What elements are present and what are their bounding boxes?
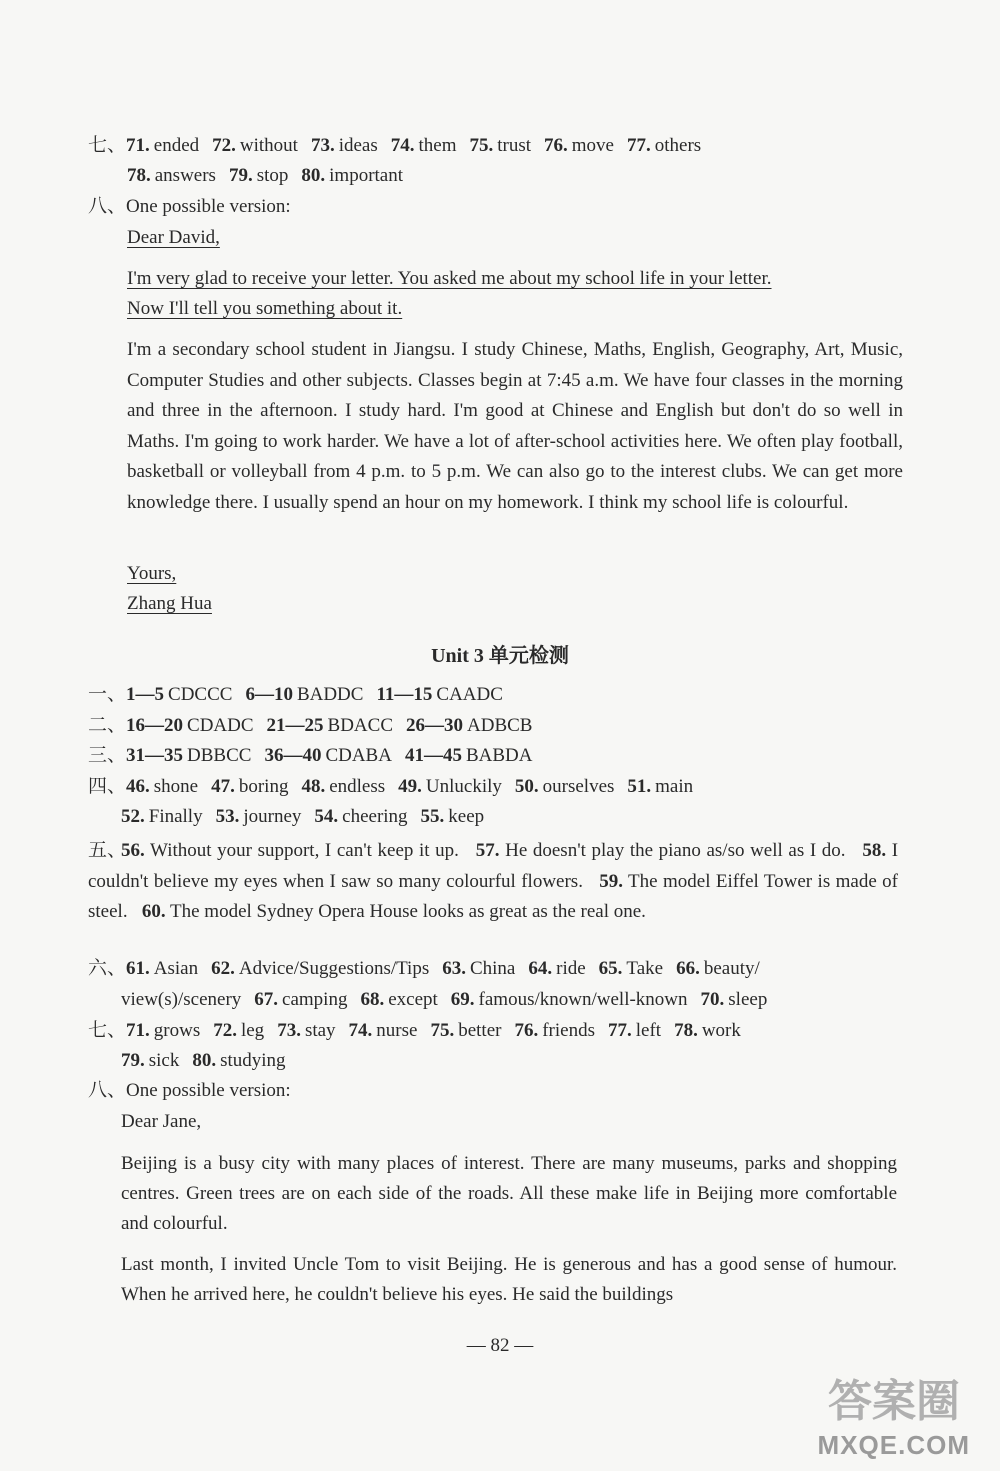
answer-word: beauty/ xyxy=(703,958,760,979)
q-number: 80. xyxy=(301,165,326,186)
answer-item xyxy=(301,776,385,797)
answer-item xyxy=(470,135,532,156)
q-number: 67. xyxy=(254,989,279,1010)
q-number: 72. xyxy=(213,1020,237,1041)
answer-word: answers xyxy=(154,165,216,186)
q2-answers xyxy=(88,714,545,738)
q-number: 50. xyxy=(514,776,539,797)
answer-item xyxy=(126,715,254,736)
answer-item xyxy=(405,745,533,766)
intro-text-1: I'm very glad to receive your letter. You asked me about my school life in your letter. xyxy=(127,268,772,289)
q3-answers xyxy=(88,744,545,768)
answer-word: ADBCB xyxy=(467,715,533,736)
answer-item xyxy=(229,165,288,186)
answer-item xyxy=(211,958,429,979)
letter-greeting xyxy=(127,226,220,250)
q-number: 58. xyxy=(862,840,887,861)
answer-word: ride xyxy=(556,958,586,979)
answer-item xyxy=(451,989,688,1010)
q-number: 60. xyxy=(141,901,166,922)
answer-word: ourselves xyxy=(542,776,615,797)
q-number: 31—35 xyxy=(126,745,184,766)
answer-word: DBBCC xyxy=(187,745,252,766)
q1-answers xyxy=(88,683,516,707)
answer-sentence: The model Eiffel Tower is made of steel. xyxy=(88,870,899,922)
q-number: 1—5 xyxy=(126,684,165,705)
q-number: 74. xyxy=(390,135,415,156)
q8-intro: One possible version: xyxy=(126,196,291,217)
answer-word: better xyxy=(458,1020,502,1041)
q-number: 73. xyxy=(277,1020,301,1041)
answer-word: CAADC xyxy=(436,684,503,705)
answer-word: view(s)/scenery xyxy=(121,989,242,1010)
answer-item xyxy=(360,989,437,1010)
answer-item xyxy=(627,135,701,156)
answer-item xyxy=(121,1050,179,1071)
q8b-heading xyxy=(88,1079,291,1103)
q4-answers-line1 xyxy=(88,775,706,799)
answer-item xyxy=(212,135,298,156)
letter-signature xyxy=(127,592,212,616)
section-label: 三、 xyxy=(88,745,127,766)
q-number: 61. xyxy=(126,958,150,979)
q-number: 79. xyxy=(228,165,253,186)
q-number: 62. xyxy=(211,958,235,979)
answer-word: journey xyxy=(243,806,302,827)
q-number: 54. xyxy=(314,806,339,827)
page-number: — 82 — xyxy=(466,1335,534,1356)
q-number: 55. xyxy=(420,806,445,827)
q-number: 41—45 xyxy=(404,745,462,766)
answer-word: stay xyxy=(304,1020,336,1041)
answer-word: famous/known/well-known xyxy=(478,989,688,1010)
answer-item xyxy=(254,989,347,1010)
q-number: 71. xyxy=(126,135,150,156)
q-number: 21—25 xyxy=(266,715,324,736)
answer-item xyxy=(277,1020,335,1041)
q8-heading xyxy=(88,195,291,219)
q-number: 70. xyxy=(700,989,725,1010)
letter-intro-line1 xyxy=(127,267,772,291)
answer-item xyxy=(599,958,663,979)
q-number: 72. xyxy=(212,135,236,156)
section-label: 七、 xyxy=(88,135,127,156)
answer-word: endless xyxy=(329,776,386,797)
answer-item xyxy=(216,806,302,827)
answer-word: CDABA xyxy=(325,745,392,766)
letter2-para1: Beijing is a busy city with many places of interest. There are many museums, parks and shopping centres. Green trees are on each side of the roads. All these make life in Beijing more comfortable and colourful. xyxy=(121,1153,897,1234)
answer-item xyxy=(126,776,198,797)
q-number: 66. xyxy=(676,958,700,979)
q-number: 76. xyxy=(544,135,568,156)
answer-word: move xyxy=(571,135,614,156)
answer-item xyxy=(376,684,502,705)
answer-word: cheering xyxy=(342,806,408,827)
answer-item xyxy=(311,135,378,156)
q-number: 65. xyxy=(598,958,623,979)
answer-word: CDADC xyxy=(187,715,254,736)
answer-item xyxy=(391,135,457,156)
answer-item xyxy=(127,165,216,186)
answer-item xyxy=(213,1020,264,1041)
q-number: 49. xyxy=(398,776,422,797)
answer-sentence: I couldn't believe my eyes when I saw so many colourful flowers. xyxy=(88,840,899,892)
closing-text: Yours, xyxy=(127,563,177,584)
answer-item xyxy=(676,958,760,979)
q7b-answers-line1 xyxy=(88,1019,754,1043)
answer-item xyxy=(528,958,585,979)
answer-item xyxy=(126,684,232,705)
answer-item xyxy=(674,1020,741,1041)
answer-item xyxy=(126,745,251,766)
answer-item xyxy=(627,776,693,797)
answer-word: main xyxy=(655,776,694,797)
section-label: 六、 xyxy=(88,958,127,979)
signature-text: Zhang Hua xyxy=(127,593,212,614)
answer-word: leg xyxy=(240,1020,265,1041)
q-number: 11—15 xyxy=(376,684,433,705)
q5-sentences xyxy=(88,836,898,928)
intro-text-2: Now I'll tell you something about it. xyxy=(127,298,403,319)
answer-word: keep xyxy=(448,806,485,827)
answer-word: nurse xyxy=(376,1020,418,1041)
letter2-greeting: Dear Jane, xyxy=(121,1111,202,1132)
q-number: 46. xyxy=(126,776,150,797)
q7-answers-line2 xyxy=(127,164,416,188)
q-number: 48. xyxy=(301,776,326,797)
section-label: 一、 xyxy=(88,684,127,705)
answer-item xyxy=(515,776,615,797)
section-label: 二、 xyxy=(88,715,127,736)
q-number: 56. xyxy=(121,840,145,861)
answer-item xyxy=(126,958,198,979)
q-number: 16—20 xyxy=(126,715,184,736)
q-number: 76. xyxy=(514,1020,539,1041)
q-number: 47. xyxy=(211,776,235,797)
answer-item xyxy=(264,745,392,766)
q-number: 78. xyxy=(674,1020,698,1041)
q7-answers-line1 xyxy=(88,134,714,158)
section-label: 五、 xyxy=(88,840,127,861)
q6-answers-line2 xyxy=(121,988,780,1012)
answer-word: without xyxy=(239,135,298,156)
answer-word: others xyxy=(654,135,702,156)
answer-word: trust xyxy=(497,135,532,156)
answer-word: important xyxy=(329,165,404,186)
answer-word: studying xyxy=(220,1050,286,1071)
q-number: 75. xyxy=(469,135,494,156)
letter-intro-line2 xyxy=(127,297,402,321)
answer-sentence: He doesn't play the piano as/so well as I do. xyxy=(505,840,846,861)
answer-item xyxy=(301,165,403,186)
answer-item xyxy=(514,1020,595,1041)
section-label: 四、 xyxy=(88,776,127,797)
watermark-url: MXQE.COM xyxy=(817,1430,970,1460)
answer-word: BABDA xyxy=(465,745,533,766)
q-number: 53. xyxy=(215,806,240,827)
answer-sentence: The model Sydney Opera House looks as great as the real one. xyxy=(170,901,646,922)
q-number: 77. xyxy=(607,1020,632,1041)
answer-word: BDACC xyxy=(327,715,393,736)
answer-word: them xyxy=(418,135,457,156)
answer-word: ended xyxy=(153,135,200,156)
answer-item xyxy=(430,1020,501,1041)
answer-item xyxy=(701,989,768,1010)
q-number: 80. xyxy=(192,1050,217,1071)
q7b-answers-line2 xyxy=(121,1049,299,1073)
q-number: 71. xyxy=(126,1020,150,1041)
letter-body: I'm a secondary school student in Jiangsu. I study Chinese, Maths, English, Geography, Art, Music, Computer Studies and other subjects. Classes begin at 7:45 a.m. We have four classes in the morning and three in the afternoon. I study hard. I'm good at Chinese and English but don't do so well in Maths. I'm going to work harder. We have a lot of after-school activities here. We often play football, basketball or volleyball from 4 p.m. to 5 p.m. We can also go to the interest clubs. We can get more knowledge there. I usually spend an hour on my homework. I think my school life is colourful. xyxy=(127,339,903,513)
q-number: 59. xyxy=(599,870,623,892)
q-number: 63. xyxy=(442,958,466,979)
q-number: 6—10 xyxy=(245,684,293,705)
q-number: 52. xyxy=(121,806,145,827)
q-number: 77. xyxy=(627,135,651,156)
q6-answers-line1 xyxy=(88,957,773,981)
answer-item xyxy=(267,715,393,736)
section-label: 七、 xyxy=(88,1020,127,1041)
answer-item xyxy=(245,684,363,705)
q-number: 36—40 xyxy=(264,745,322,766)
answer-word: left xyxy=(635,1020,662,1041)
answer-word: except xyxy=(388,989,438,1010)
answer-item xyxy=(398,776,502,797)
answer-item xyxy=(608,1020,661,1041)
q-number: 68. xyxy=(360,989,385,1010)
answer-word: CDCCC xyxy=(168,684,233,705)
answer-word: shone xyxy=(153,776,199,797)
answer-word: sleep xyxy=(728,989,768,1010)
letter2-para2: Last month, I invited Uncle Tom to visit Beijing. He is generous and has a good sense of humour. When he arrived here, he couldn't believe his eyes. He said the buildings xyxy=(121,1254,897,1305)
answer-item xyxy=(126,135,199,156)
q-number: 75. xyxy=(430,1020,455,1041)
answer-word: Finally xyxy=(148,806,203,827)
q4-answers-line2 xyxy=(121,805,497,829)
answer-item xyxy=(406,715,532,736)
answer-word: BADDC xyxy=(296,684,364,705)
q-number: 26—30 xyxy=(406,715,463,736)
answer-word: Asian xyxy=(153,958,199,979)
q-number: 73. xyxy=(310,135,335,156)
greeting-text: Dear David, xyxy=(127,227,220,248)
letter-closing xyxy=(127,562,176,586)
answer-word: Unluckily xyxy=(425,776,502,797)
q-number: 69. xyxy=(450,989,475,1010)
answer-sentence: Without your support, I can't keep it up. xyxy=(150,840,459,861)
watermark-logo-icon: 答案圈 xyxy=(828,1376,960,1427)
answer-word: friends xyxy=(542,1020,595,1041)
answer-word: sick xyxy=(148,1050,180,1071)
answer-item xyxy=(442,958,515,979)
answer-word: grows xyxy=(153,1020,201,1041)
q-number: 64. xyxy=(528,958,553,979)
unit-title: Unit 3 单元检测 xyxy=(431,645,569,667)
answer-word: stop xyxy=(256,165,289,186)
answer-word: work xyxy=(701,1020,741,1041)
answer-word: camping xyxy=(282,989,348,1010)
q-number: 78. xyxy=(127,165,151,186)
q-number: 74. xyxy=(348,1020,373,1041)
answer-item xyxy=(349,1020,418,1041)
answer-item xyxy=(421,806,485,827)
answer-item xyxy=(126,1020,200,1041)
answer-word: Take xyxy=(626,958,664,979)
answer-word: ideas xyxy=(338,135,378,156)
section-label: 八、 xyxy=(88,1080,127,1101)
answer-item xyxy=(211,776,288,797)
q-number: 79. xyxy=(121,1050,145,1071)
q-number: 57. xyxy=(475,840,500,861)
section-label: 八、 xyxy=(88,196,127,217)
q8-intro: One possible version: xyxy=(126,1080,291,1101)
answer-word: China xyxy=(469,958,516,979)
q-number: 51. xyxy=(627,776,652,797)
answer-word: boring xyxy=(238,776,289,797)
answer-item xyxy=(314,806,407,827)
answer-item xyxy=(121,806,203,827)
answer-word: Advice/Suggestions/Tips xyxy=(238,958,430,979)
answer-item xyxy=(192,1050,285,1071)
answer-item xyxy=(544,135,614,156)
